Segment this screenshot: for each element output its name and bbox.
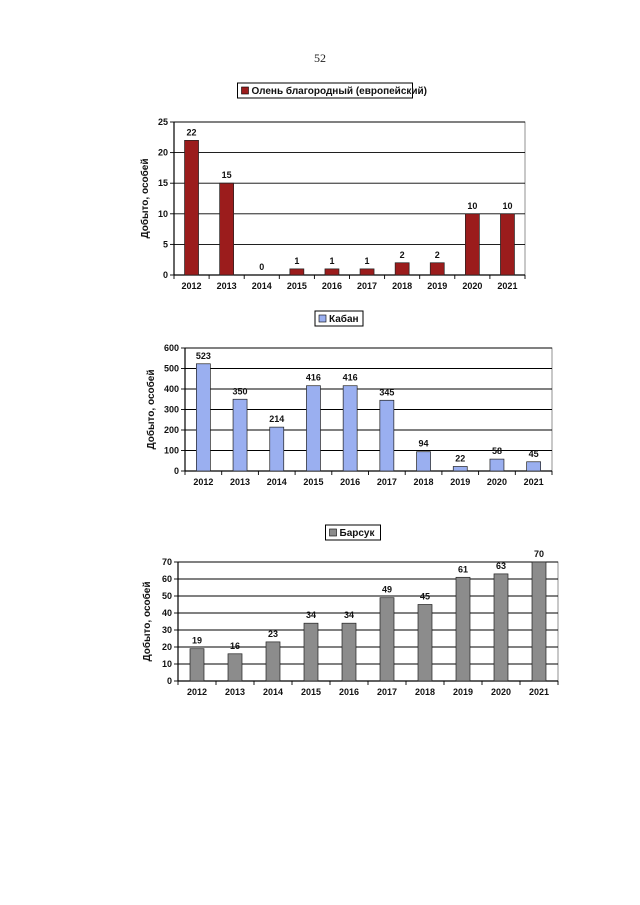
- deer-bar-2015: [290, 269, 304, 275]
- boar-y-tick-label: 0: [173, 466, 179, 476]
- deer-bar-2016: [325, 269, 339, 275]
- badger-data-label-2013: 16: [229, 640, 241, 651]
- boar-x-tick-label-2016: 2016: [340, 477, 361, 487]
- deer-data-label-2012: 22: [186, 127, 197, 138]
- boar-x-tick-label-2018: 2018: [413, 477, 434, 487]
- deer-y-tick-label: 5: [162, 239, 168, 250]
- deer-y-tick-label: 20: [157, 147, 168, 158]
- badger-x-tick-label-2014: 2014: [262, 687, 284, 697]
- badger-x-tick-label-2018: 2018: [414, 687, 436, 697]
- deer-data-label-2015: 1: [294, 255, 300, 266]
- badger-data-label-2021: 70: [533, 549, 545, 559]
- badger-data-label-2017: 49: [381, 584, 393, 595]
- deer-y-tick-label: 0: [162, 270, 168, 280]
- boar-x-tick-label-2015: 2015: [303, 477, 324, 487]
- deer-y-tick-label: 25: [157, 117, 168, 127]
- badger-x-tick-label-2021: 2021: [528, 687, 550, 697]
- boar-x-tick-label-2014: 2014: [266, 477, 287, 487]
- boar-legend-swatch: [319, 315, 326, 322]
- deer-x-tick-label-2015: 2015: [286, 281, 307, 291]
- badger-bar-2012: [190, 649, 204, 681]
- boar-chart: [0, 306, 640, 492]
- badger-y-tick-label: 0: [166, 676, 172, 686]
- badger-y-tick-label: 70: [161, 557, 172, 567]
- badger-bar-2013: [228, 654, 242, 681]
- deer-data-label-2017: 1: [364, 255, 370, 266]
- boar-bar-2015: [306, 386, 320, 471]
- deer-x-tick-label-2013: 2013: [216, 281, 237, 291]
- deer-data-label-2013: 15: [221, 170, 232, 181]
- boar-y-tick-label: 300: [163, 404, 179, 415]
- badger-bar-2021: [532, 562, 546, 681]
- deer-legend: [238, 83, 428, 98]
- badger-data-label-2018: 45: [419, 591, 431, 602]
- boar-data-label-2016: 416: [342, 372, 358, 383]
- boar-y-tick-label: 500: [163, 363, 179, 374]
- badger-x-tick-label-2016: 2016: [338, 687, 360, 697]
- badger-bar-2020: [494, 574, 508, 681]
- badger-y-tick-label: 30: [161, 625, 172, 635]
- boar-data-label-2019: 22: [455, 453, 466, 464]
- deer-bar-2021: [500, 214, 514, 275]
- badger-y-axis-title: Добыто, особей: [142, 581, 153, 662]
- badger-data-label-2019: 61: [457, 564, 469, 575]
- boar-x-tick-label-2013: 2013: [230, 477, 251, 487]
- deer-x-tick-label-2019: 2019: [427, 281, 448, 291]
- badger-chart: [0, 520, 640, 705]
- badger-bar-2016: [342, 623, 356, 681]
- page-number: 52: [314, 51, 326, 65]
- boar-legend: [315, 311, 363, 326]
- badger-data-label-2020: 63: [495, 560, 507, 571]
- badger-bar-2015: [304, 623, 318, 681]
- badger-x-tick-label-2015: 2015: [300, 687, 322, 697]
- boar-bar-2018: [417, 452, 431, 471]
- deer-data-label-2018: 2: [399, 249, 405, 260]
- boar-x-tick-label-2020: 2020: [486, 477, 507, 487]
- boar-x-tick-label-2021: 2021: [523, 477, 544, 487]
- boar-x-tick-label-2012: 2012: [193, 477, 214, 487]
- deer-x-tick-label-2017: 2017: [357, 281, 378, 291]
- deer-bar-2013: [220, 183, 234, 275]
- boar-y-tick-label: 600: [163, 343, 179, 353]
- badger-y-tick-label: 40: [161, 608, 172, 618]
- boar-y-tick-label: 100: [163, 445, 179, 456]
- boar-data-label-2015: 416: [305, 372, 321, 383]
- boar-x-tick-label-2017: 2017: [376, 477, 397, 487]
- boar-x-tick-label-2019: 2019: [450, 477, 471, 487]
- badger-y-tick-label: 60: [161, 574, 172, 584]
- boar-y-axis-title: Добыто, особей: [146, 369, 157, 450]
- deer-legend-swatch: [242, 87, 249, 94]
- badger-x-tick-label-2017: 2017: [376, 687, 398, 697]
- boar-legend-label: Кабан: [329, 314, 359, 325]
- deer-bar-2019: [430, 263, 444, 275]
- boar-bar-2013: [233, 399, 247, 471]
- boar-data-label-2014: 214: [269, 414, 285, 425]
- badger-bar-2018: [418, 605, 432, 682]
- boar-bar-2020: [490, 459, 504, 471]
- badger-data-label-2016: 34: [343, 610, 355, 621]
- badger-legend: [326, 525, 381, 540]
- deer-chart: [0, 78, 640, 300]
- badger-data-label-2014: 23: [267, 628, 279, 639]
- badger-legend-label: Барсук: [339, 528, 375, 539]
- boar-bar-2014: [270, 427, 284, 471]
- badger-x-tick-label-2020: 2020: [490, 687, 512, 697]
- deer-data-label-2020: 10: [467, 200, 478, 211]
- boar-bar-2019: [453, 466, 467, 471]
- deer-x-tick-label-2016: 2016: [321, 281, 342, 291]
- deer-bar-2012: [185, 140, 199, 275]
- boar-bar-2021: [527, 462, 541, 471]
- badger-legend-swatch: [330, 529, 337, 536]
- badger-y-tick-label: 50: [161, 591, 172, 601]
- boar-y-tick-label: 200: [163, 425, 179, 435]
- deer-bar-2020: [465, 214, 479, 275]
- boar-data-label-2017: 345: [379, 387, 395, 398]
- deer-legend-label: Олень благородный (европейский): [251, 86, 428, 97]
- deer-data-label-2021: 10: [502, 200, 513, 211]
- badger-x-tick-label-2019: 2019: [452, 687, 474, 697]
- deer-bar-2017: [360, 269, 374, 275]
- boar-data-label-2020: 58: [491, 446, 502, 457]
- badger-y-tick-label: 10: [161, 659, 172, 669]
- boar-data-label-2012: 523: [195, 350, 211, 361]
- deer-x-tick-label-2012: 2012: [181, 281, 202, 291]
- badger-bar-2019: [456, 577, 470, 681]
- badger-x-tick-label-2012: 2012: [186, 687, 208, 697]
- deer-x-tick-label-2018: 2018: [392, 281, 413, 291]
- badger-bar-2014: [266, 642, 280, 681]
- badger-y-tick-label: 20: [161, 642, 172, 652]
- badger-bar-2017: [380, 598, 394, 681]
- badger-data-label-2012: 19: [191, 635, 203, 646]
- deer-x-tick-label-2020: 2020: [462, 281, 483, 291]
- deer-bar-2018: [395, 263, 409, 275]
- deer-x-tick-label-2014: 2014: [251, 281, 272, 291]
- boar-bar-2017: [380, 400, 394, 471]
- boar-y-tick-label: 400: [163, 384, 179, 394]
- deer-data-label-2014: 0: [259, 262, 265, 272]
- deer-data-label-2019: 2: [434, 249, 440, 260]
- badger-x-tick-label-2013: 2013: [224, 687, 246, 697]
- boar-data-label-2018: 94: [418, 438, 429, 449]
- boar-data-label-2021: 45: [528, 448, 539, 459]
- deer-x-tick-label-2021: 2021: [497, 281, 518, 291]
- boar-bar-2012: [196, 364, 210, 471]
- boar-data-label-2013: 350: [232, 386, 248, 397]
- deer-data-label-2016: 1: [329, 255, 335, 266]
- deer-y-axis-title: Добыто, особей: [140, 158, 151, 239]
- boar-bar-2016: [343, 386, 357, 471]
- badger-data-label-2015: 34: [305, 610, 317, 621]
- deer-y-tick-label: 10: [157, 208, 168, 219]
- deer-y-tick-label: 15: [157, 178, 168, 189]
